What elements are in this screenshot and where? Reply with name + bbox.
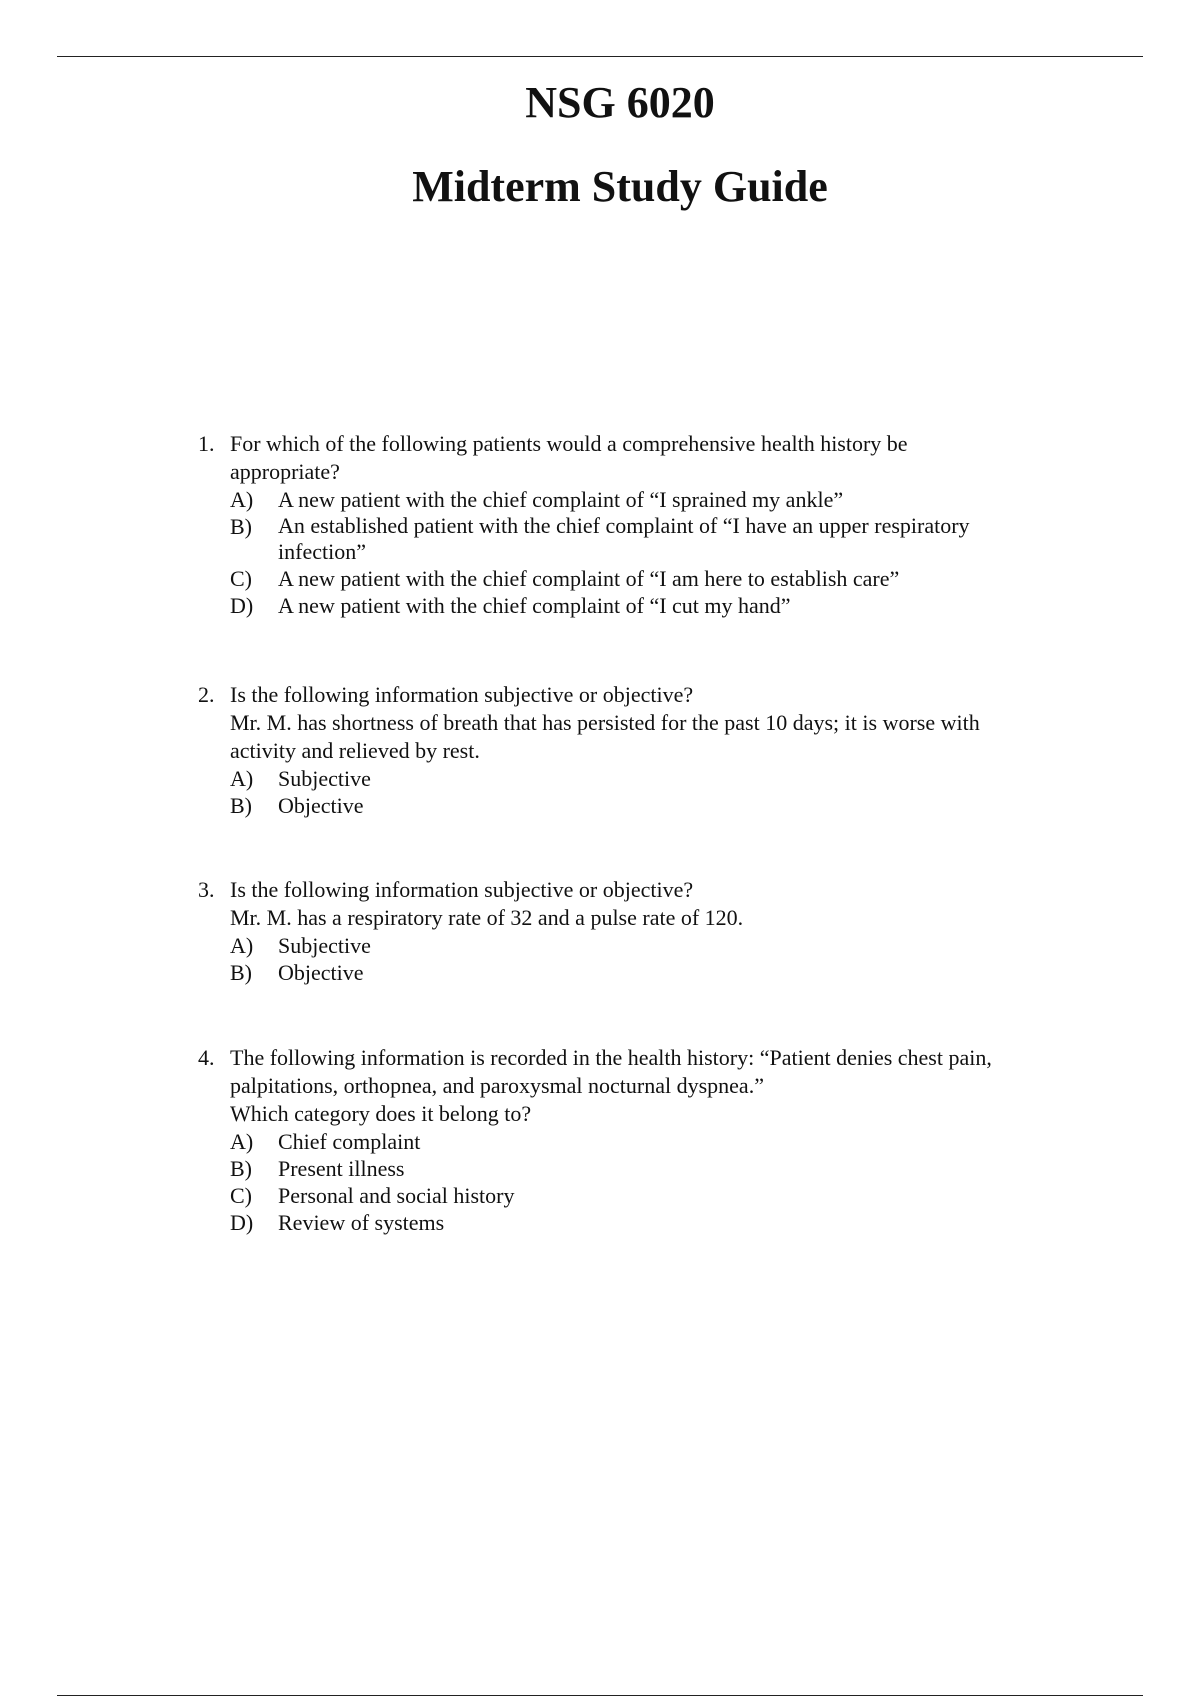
question-text: Is the following information subjective or objective? [230,682,694,707]
question-4 [198,1044,1088,1236]
option-letter: B) [230,793,252,818]
answer-option-d [230,1209,1088,1236]
option-text: A new patient with the chief complaint of “I sprained my ankle” [278,487,844,512]
option-letter: B) [230,960,252,985]
document-title: Midterm Study Guide [412,162,828,211]
option-letter: B) [230,1156,252,1181]
question-3 [198,876,1088,986]
question-text: Mr. M. has a respiratory rate of 32 and a pulse rate of 120. [230,905,744,930]
question-text: The following information is recorded in the health history: “Patient denies chest pain, [230,1045,992,1070]
answer-option-b [230,792,1088,819]
question-number: 3. [198,877,215,902]
answer-option-b [230,1155,1088,1182]
question-text: For which of the following patients would a comprehensive health history be [230,431,908,456]
answer-option-b [230,959,1088,986]
answer-option-b [230,513,1088,565]
option-letter: C) [230,1183,252,1208]
question-text: activity and relieved by rest. [230,738,480,763]
answer-option-d [230,592,1088,619]
question-body [230,681,1088,819]
question-number: 4. [198,1045,215,1070]
option-text: Subjective [278,766,371,791]
option-letter: B) [230,514,252,539]
answer-option-c [230,565,1088,592]
option-text: Personal and social history [278,1183,515,1208]
question-text: Is the following information subjective or objective? [230,877,694,902]
option-letter: A) [230,933,254,958]
question-text: palpitations, orthopnea, and paroxysmal nocturnal dyspnea.” [230,1073,764,1098]
answer-option-a [230,932,1088,959]
option-text: Present illness [278,1156,405,1181]
question-text: Which category does it belong to? [230,1101,532,1126]
option-letter: C) [230,566,252,591]
top-rule [57,56,1143,57]
option-letter: D) [230,593,254,618]
question-body [230,1044,1088,1236]
option-text: Review of systems [278,1210,445,1235]
option-text: An established patient with the chief complaint of “I have an upper respiratory infection” [278,513,970,564]
option-letter: D) [230,1210,254,1235]
bottom-rule [57,1695,1143,1696]
question-number: 2. [198,682,215,707]
question-1 [198,430,1088,619]
course-title: NSG 6020 [525,78,715,127]
option-letter: A) [230,766,254,791]
answer-option-a [230,1128,1088,1155]
option-text: Subjective [278,933,371,958]
option-text: A new patient with the chief complaint of “I am here to establish care” [278,566,900,591]
option-text: Chief complaint [278,1129,421,1154]
option-text: A new patient with the chief complaint of “I cut my hand” [278,593,791,618]
option-letter: A) [230,1129,254,1154]
question-body [230,876,1088,986]
question-body [230,430,1088,619]
option-text: Objective [278,793,364,818]
question-text: appropriate? [230,459,340,484]
answer-option-a [230,486,1088,513]
option-text: Objective [278,960,364,985]
answer-option-c [230,1182,1088,1209]
option-letter: A) [230,487,254,512]
question-number: 1. [198,431,215,456]
question-text: Mr. M. has shortness of breath that has persisted for the past 10 days; it is worse with [230,710,980,735]
answer-option-a [230,765,1088,792]
question-2 [198,681,1088,819]
